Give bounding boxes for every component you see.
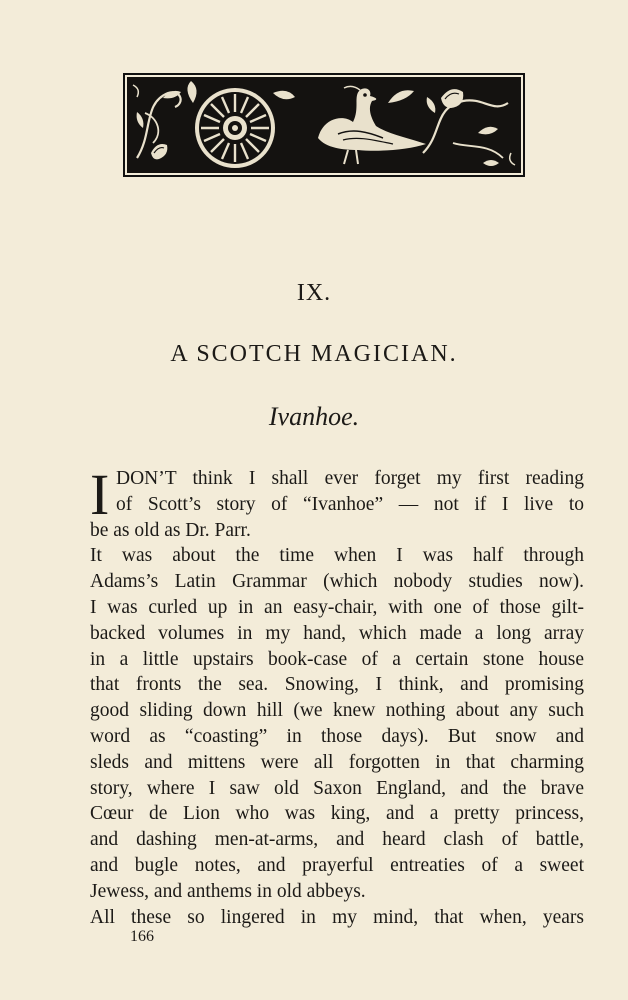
paragraph <box>90 905 584 931</box>
text-line: sleds and mittens were all forgotten in that charming <box>90 751 584 773</box>
text-line: of Scott’s story of “Ivanhoe” — not if I live to <box>116 493 584 515</box>
paragraph <box>90 543 584 904</box>
chapter-subtitle: Ivanhoe. <box>268 402 360 431</box>
text-line: Adams’s Latin Grammar (which nobody studies now). <box>90 571 584 593</box>
chapter-number: IX. <box>296 280 332 306</box>
text-line: good sliding down hill (we knew nothing about any such <box>90 700 584 722</box>
drop-cap: I <box>90 462 110 527</box>
text-line: backed volumes in my hand, which made a long array <box>90 622 584 644</box>
text-line: Cœur de Lion who was king, and a pretty princess, <box>90 803 584 825</box>
text-line: that fronts the sea. Snowing, I think, and promising <box>90 674 584 696</box>
text-line: and bugle notes, and prayerful entreaties of a sweet <box>90 854 584 876</box>
text-line: in a little upstairs book-case of a certain stone house <box>90 648 584 670</box>
body-text <box>90 462 584 930</box>
text-line: and dashing men-at-arms, and heard clash of battle, <box>90 829 584 851</box>
text-line: story, where I saw old Saxon England, and the brave <box>90 777 584 799</box>
text-line: DON’T think I shall ever forget my first reading <box>116 468 584 489</box>
text-line: be as old as Dr. Parr. <box>90 519 251 541</box>
text-line: All these so lingered in my mind, that when, years <box>90 906 584 928</box>
chapter-title: A SCOTCH MAGICIAN. <box>170 341 458 367</box>
text-line: It was about the time when I was half through <box>90 545 584 567</box>
floral-bird-headpiece-icon <box>123 73 525 177</box>
text-line: Jewess, and anthems in old abbeys. <box>90 880 366 902</box>
text-line: I was curled up in an easy-chair, with one of those gilt- <box>90 596 584 618</box>
text-line: word as “coasting” in those days). But snow and <box>90 725 584 747</box>
page-number: 166 <box>130 928 154 945</box>
paragraph <box>90 462 584 543</box>
